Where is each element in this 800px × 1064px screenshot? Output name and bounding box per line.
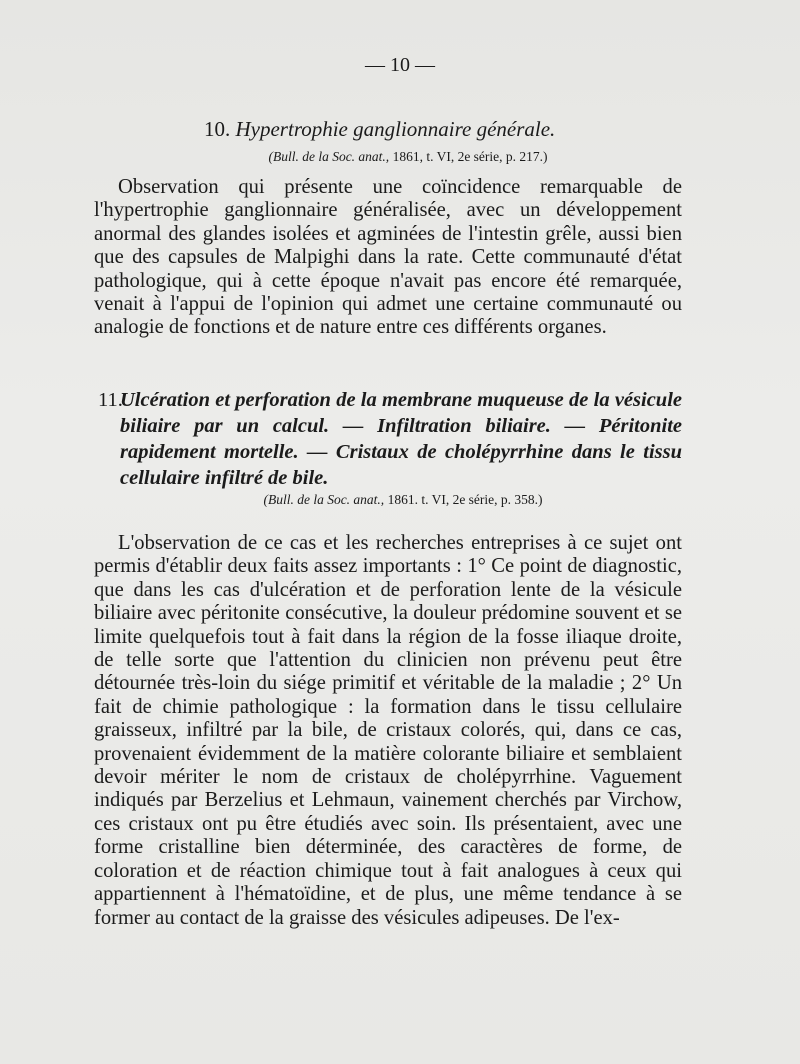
section-11-body (94, 532, 682, 930)
section-10-body-text: Observation qui présente une coïncidence remarquable de l'hypertrophie ganglionnaire généralisée, avec un développement anormal des glandes isolées et agminées de l'intestin grêle, aussi bien que des capsules de Malpighi dans la rate. Cette communauté d'état pathologique, qui à cette époque n'avait pas encore été remarquée, venait à l'appui de l'opinion qui admet une certaine communauté ou analogie de fonctions et de nature entre ces différents organes. (94, 176, 682, 339)
section-10-citation-ref: 1861, t. VI, 2e série, p. 217.) (392, 149, 548, 164)
section-10-body (94, 176, 682, 340)
section-11-heading (98, 387, 682, 491)
section-10 (94, 116, 682, 340)
section-11-citation-ref: 1861. t. VI, 2e série, p. 358.) (387, 492, 543, 507)
section-10-citation-source: (Bull. de la Soc. anat., (268, 149, 390, 164)
section-10-number: 10. (204, 117, 231, 141)
section-11-body-text: L'observation de ce cas et les recherches entreprises à ce sujet ont permis d'établir deux faits assez importants : 1° Ce point de diagnostic, que dans les cas d'ulcération et de perforation lente de la vésicule biliaire avec péritonite consécutive, la douleur prédomine souvent et se limite quelquefois tout à fait dans la région de la fosse iliaque droite, de telle sorte que l'attention du clinicien non prévenu peut être détournée très-loin du siége primitif et véritable de la maladie ; 2° Un fait de chimie pathologique : la formation dans le tissu cellulaire graisseux, infiltré par la bile, de cristaux colorés, qui, dans ce cas, provenaient évidemment de la matière colorante biliaire et semblaient devoir mériter le nom de cristaux de cholépyrrhine. Vaguement indiqués par Berzelius et Lehmaun, vainement cherchés par Virchow, ces cristaux ont pu être étudiés avec soin. Ils présentaient, avec une forme cristalline bien déterminée, des caractères de forme, de coloration et de réaction chimique tout à fait analogues à ceux qui appartiennent à l'hématoïdine, et de plus, une même tendance à se former au contact de la graisse des vésicules adipeuses. De l'ex- (94, 532, 682, 929)
section-11 (98, 387, 682, 491)
section-11-number: 11. (98, 389, 123, 411)
section-11-title: Ulcération et perforation de la membrane muqueuse de la vésicule biliaire par un calcul. — Infiltration biliaire. — Péritonite rapidement mortelle. — Cristaux de cholépyrrhine dans le tissu cellulaire infiltré de bile. (120, 389, 682, 489)
section-10-heading (94, 116, 682, 143)
section-11-citation (94, 492, 682, 508)
section-11-citation-source: (Bull. de la Soc. anat., (263, 492, 385, 507)
section-10-citation (94, 149, 682, 165)
section-11-citation-block (94, 492, 682, 508)
section-10-title: Hypertrophie ganglionnaire générale. (235, 117, 556, 141)
page-number: — 10 — (365, 54, 435, 76)
section-11-body-block (94, 532, 682, 930)
